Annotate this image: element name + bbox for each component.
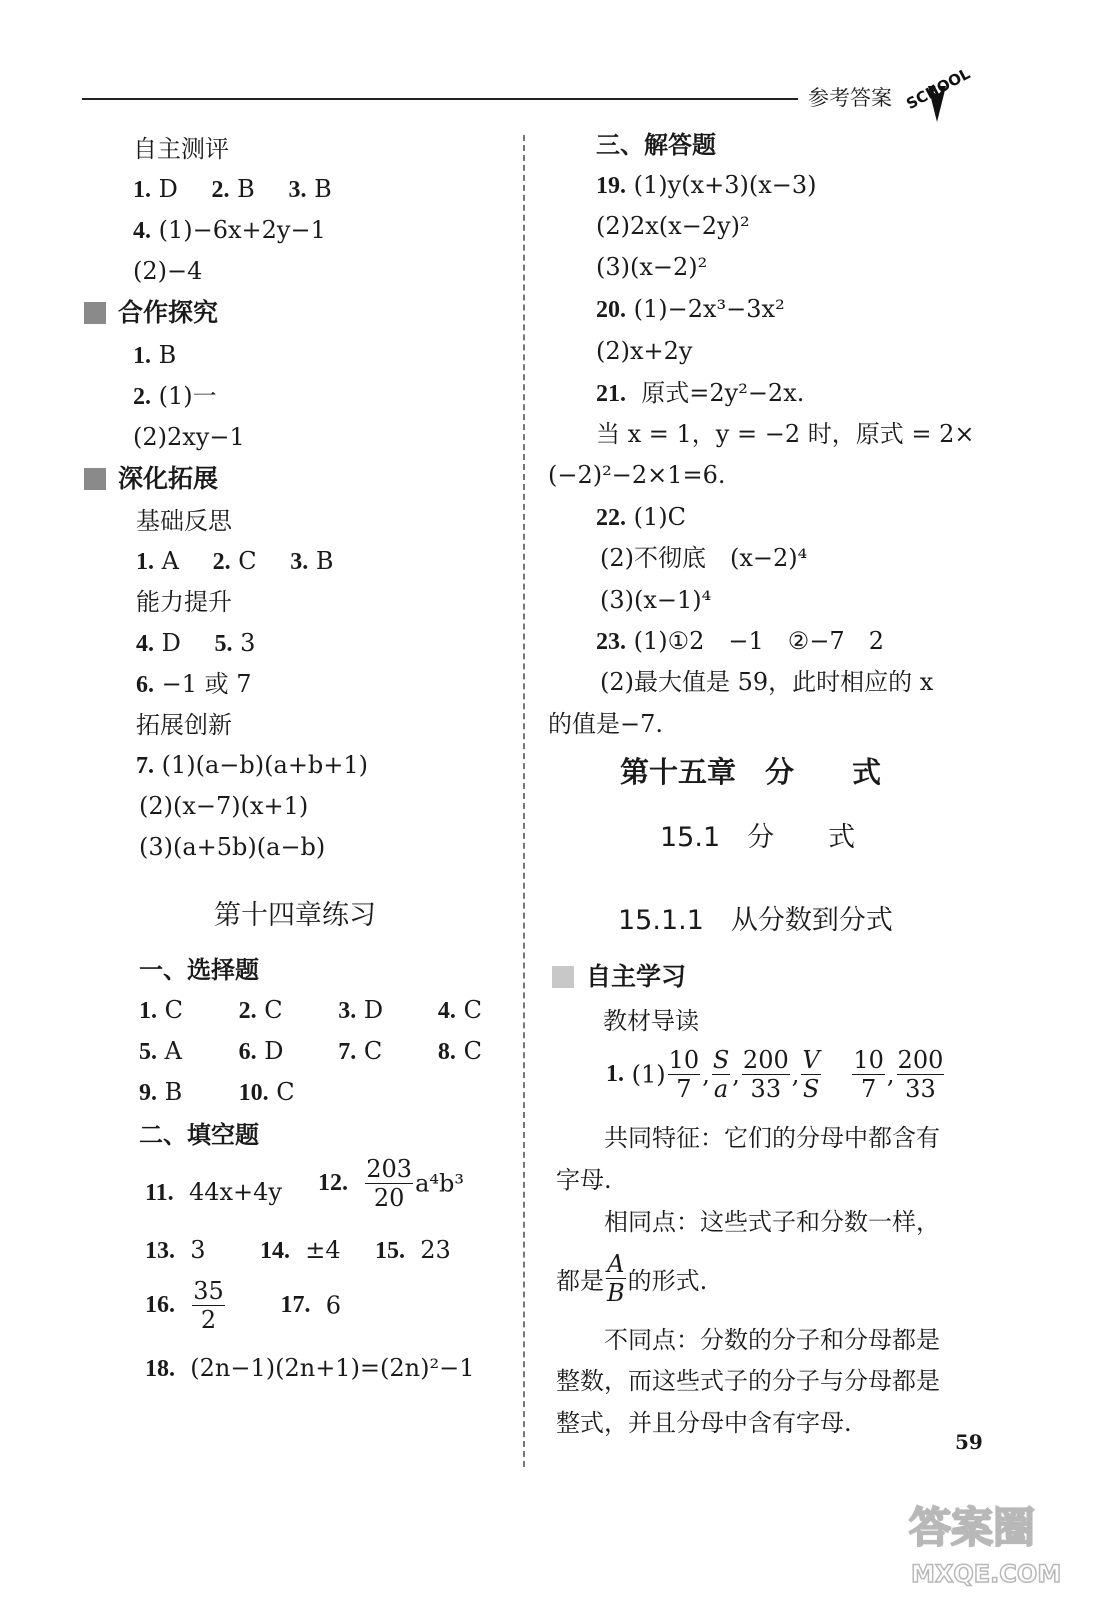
answer-hezuo-2-part2: (2)2xy−1 xyxy=(133,423,245,451)
fraction: $\frac{200}{33}$ xyxy=(742,1046,789,1103)
section-shenhua-tuozhan: 深化拓展 xyxy=(84,464,218,494)
section-15-1-title: 15.1 分 式 xyxy=(660,822,856,853)
answers-choice-row-2 xyxy=(139,1036,530,1067)
answers-fill-16-17: 16. $\frac{35}{2}$ 17. 6 xyxy=(145,1277,341,1334)
subsection-jichu-fansi: 基础反思 xyxy=(136,507,232,535)
answers-nengli-4-5 xyxy=(136,628,281,659)
answer-22-part3: (3)(x−1)⁴ xyxy=(600,586,712,614)
subsection-nengli-tisheng: 能力提升 xyxy=(136,588,232,616)
fraction: $\frac{200}{33}$ xyxy=(897,1046,944,1103)
answer-item: 2. B xyxy=(211,175,255,203)
watermark-logo xyxy=(905,1490,1095,1590)
section-jieda: 三、解答题 xyxy=(596,131,716,159)
header-rule xyxy=(82,98,798,100)
page-number: 59 xyxy=(955,1430,983,1454)
text-xiangtong-line1: 相同点：这些式子和分数一样， xyxy=(604,1208,940,1236)
answer-21-part3: (−2)²−2×1=6. xyxy=(548,461,726,489)
watermark-text-1: 答案圈 xyxy=(909,1503,1036,1552)
section-15-1-1-title: 15.1.1 从分数到分式 xyxy=(618,905,893,936)
answer-item: 3. D xyxy=(338,996,384,1024)
answer-item: 6. D xyxy=(238,1037,284,1065)
text-butong-line3: 整式，并且分母中含有字母. xyxy=(556,1409,852,1437)
svg-text:SCHOOL: SCHOOL xyxy=(903,64,974,114)
chapter14-exercise-title: 第十四章练习 xyxy=(214,900,376,931)
text-butong-line2: 整数，而这些式子的分子与分母都是 xyxy=(556,1367,940,1395)
text-gongtong-line1: 共同特征：它们的分母中都含有 xyxy=(604,1124,940,1152)
answer-item: 13. 3 xyxy=(145,1236,206,1264)
answer-item: 4. D xyxy=(136,629,181,657)
answers-zizhu-1-3 xyxy=(133,174,358,205)
subsection-zizhu-ceping: 自主测评 xyxy=(133,135,229,163)
answer-19: 19. (1)y(x+3)(x−3) xyxy=(596,171,817,199)
column-divider xyxy=(523,135,525,1467)
answer-tuozhan-7-part2: (2)(x−7)(x+1) xyxy=(139,792,309,820)
fraction: $\frac{203}{20}$ xyxy=(366,1155,413,1212)
text-gongtong-line2: 字母. xyxy=(556,1166,612,1194)
fraction: $\frac{35}{2}$ xyxy=(193,1277,224,1334)
answer-item: 3. B xyxy=(288,175,332,203)
answer-20-part2: (2)x+2y xyxy=(596,337,693,365)
answer-fill-11: 11. 44x+4y xyxy=(145,1178,282,1206)
answer-22: 22. (1)C xyxy=(596,503,686,531)
text-butong-line1: 不同点：分数的分子和分母都是 xyxy=(604,1326,940,1354)
subsection-jiaocai-daodu: 教材导读 xyxy=(603,1007,699,1035)
answer-item: 2. C xyxy=(238,996,283,1024)
answer-item: 7. C xyxy=(338,1037,383,1065)
answer-item: 2. C xyxy=(212,547,257,575)
fraction: $\frac{10}{7}$ xyxy=(853,1046,884,1103)
fraction: $\frac{S}{a}$ xyxy=(712,1046,730,1103)
answer-item: 10. C xyxy=(238,1078,295,1106)
answers-jichu-1-3 xyxy=(136,546,360,577)
text-xiangtong-line2: 都是 $\frac{A}{B}$ 的形式. xyxy=(556,1250,708,1307)
answers-choice-row-3 xyxy=(139,1077,331,1108)
section-xuanze: 一、选择题 xyxy=(139,956,259,984)
answer-item: 15. 23 xyxy=(375,1236,451,1264)
answer-item: 3. B xyxy=(290,547,334,575)
answer-item: 1. A xyxy=(136,547,179,575)
answer-22-part2: (2)不彻底 (x−2)⁴ xyxy=(600,544,808,572)
header-label: 参考答案 xyxy=(808,86,892,110)
subsection-tuozhan-chuangxin: 拓展创新 xyxy=(136,711,232,739)
fraction: $\frac{V}{S}$ xyxy=(802,1046,820,1103)
answer-xuexi-1: 1. (1) $\frac{10}{7}$ , $\frac{S}{a}$ , $\frac{200}{33}$ , $\frac{V}{S}$ $\frac{10}{7}$ , $\frac{200}{33}$ xyxy=(606,1046,944,1103)
answer-tuozhan-7: 7. (1)(a−b)(a+b+1) xyxy=(136,751,369,779)
answer-zizhu-4-part2: (2)−4 xyxy=(133,257,203,285)
section-hezuo-tanjiu: 合作探究 xyxy=(84,298,218,328)
answer-item: 5. A xyxy=(139,1037,182,1065)
answer-19-part3: (3)(x−2)² xyxy=(596,253,708,281)
answer-fill-18: 18. (2n−1)(2n+1)=(2n)²−1 xyxy=(145,1354,475,1382)
fraction: $\frac{A}{B}$ xyxy=(607,1250,625,1307)
answer-item: 1. D xyxy=(133,175,178,203)
answer-hezuo-1: 1. B xyxy=(133,341,177,369)
answer-fill-12: 12. $\frac{203}{20}$ a⁴b³ xyxy=(318,1155,464,1212)
answer-19-part2: (2)2x(x−2y)² xyxy=(596,212,750,240)
answer-23: 23. (1)①2 −1 ②−7 2 xyxy=(596,627,884,655)
chapter15-title: 第十五章 分 式 xyxy=(620,755,882,789)
answer-tuozhan-7-part3: (3)(a+5b)(a−b) xyxy=(139,833,326,861)
school-logo-icon xyxy=(902,60,976,124)
answers-fill-13-15 xyxy=(145,1235,451,1266)
section-marker-icon xyxy=(552,966,574,988)
answer-item: 1. C xyxy=(139,996,184,1024)
section-zizhu-xuexi: 自主学习 xyxy=(552,962,686,992)
answer-20: 20. (1)−2x³−3x² xyxy=(596,295,785,323)
answer-21-part2: 当 x = 1，y = −2 时，原式 = 2× xyxy=(596,420,975,448)
answer-item: 14. ±4 xyxy=(260,1236,341,1264)
watermark-text-2: MXQE.COM xyxy=(911,1560,1062,1588)
answer-23-part2: (2)最大值是 59，此时相应的 x xyxy=(600,668,934,696)
answer-nengli-6: 6. −1 或 7 xyxy=(136,670,252,698)
section-tiankong: 二、填空题 xyxy=(139,1121,259,1149)
answers-choice-row-1 xyxy=(139,995,530,1026)
answer-zizhu-4: 4. (1)−6x+2y−1 xyxy=(133,216,326,244)
answer-21: 21. 原式=2y²−2x. xyxy=(596,379,805,407)
answer-item: 4. C xyxy=(437,996,482,1024)
answer-hezuo-2: 2. (1)一 xyxy=(133,382,217,410)
answer-23-part3: 的值是−7. xyxy=(548,710,664,738)
answer-item: 8. C xyxy=(437,1037,482,1065)
section-marker-icon xyxy=(84,302,106,324)
answer-item: 5. 3 xyxy=(214,629,256,657)
section-marker-icon xyxy=(84,468,106,490)
answer-item: 9. B xyxy=(139,1078,183,1106)
fraction: $\frac{10}{7}$ xyxy=(668,1046,700,1103)
